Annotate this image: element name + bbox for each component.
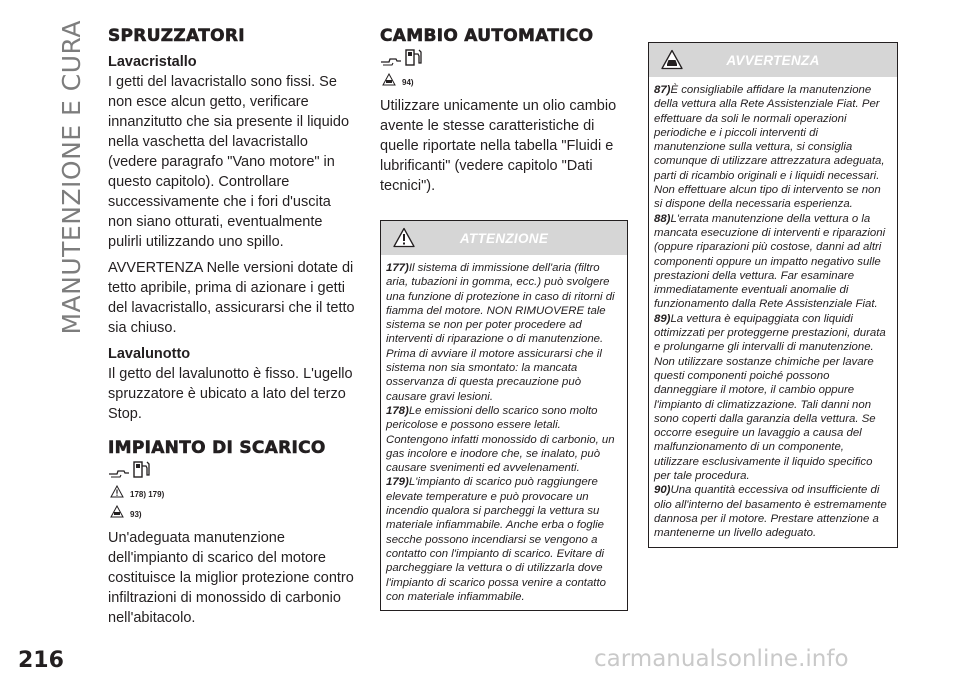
caution-item: 90)Una quantità eccessiva od insufficiente di olio all'interno del basamento è estremamente dannosa per il motore. Prestare attenzione a mantenerne un livello adeguato. — [654, 484, 887, 540]
caution-item: 87)È consigliabile affidare la manutenzione della vettura alla Rete Assistenziale Fiat. Per effettuare da soli le normali operazioni periodiche e i piccoli interventi di manutenzione sulla vettura, si consiglia comunque di utilizzare attrezzatura adeguata, parti di ricambio originali e i liquidi necessari. Non effettuare alcun tipo di intervento se non si dispone della necessaria esperienza. — [654, 84, 885, 211]
column-middle — [380, 26, 628, 611]
paragraph-lavalunotto: Il getto del lavalunotto è fisso. L'ugello spruzzatore è ubicato a lato del terzo Stop. — [108, 366, 353, 422]
attenzione-box-header — [381, 221, 627, 255]
paragraph-impianto-scarico: Un'adeguata manutenzione dell'impianto di scarico del motore costituisce la miglior protezione contro infiltrazioni di monossido di carbonio nell'abitacolo. — [108, 530, 354, 626]
attenzione-box — [380, 220, 628, 611]
warning-item: 177)Il sistema di immissione dell'aria (filtro aria, tubazioni in gomma, ecc.) può svolgere una funzione di protezione in caso di ritorni di fiamma del motore. NON RIMUOVERE tale sistema se non per poter procedere ad interventi di riparazione o di manutenzione. Prima di avviare il motore assicurarsi che il sistema non sia smontato: la mancata osservanza di questa precauzione può causare gravi lesioni. — [386, 262, 615, 403]
caution-refs: 93) — [130, 509, 142, 519]
fuel-pump-icon — [132, 459, 152, 484]
warning-item: 179)L'impianto di scarico può raggiungere elevate temperature e può provocare un incendio qualora si parcheggi la vettura su materiale infiammabile. Anche erba o foglie secche possono incendiarsi se vengono a contatto con l'impianto di scarico. Evitare di parcheggiare la vettura o di utilizzarla dove l'impianto di scarico possa venire a contatto con materiale infiammabile. — [386, 476, 606, 603]
section-title-impianto-scarico: IMPIANTO DI SCARICO — [108, 438, 326, 458]
attenzione-box-body — [381, 255, 627, 610]
caution-refs-row — [110, 504, 356, 524]
warning-triangle-icon — [110, 485, 124, 503]
section-title-spruzzatori: SPRUZZATORI — [108, 26, 245, 46]
avvertenza-box-body — [649, 77, 897, 547]
service-icons — [380, 46, 628, 72]
warning-refs: 178) 179) — [130, 489, 165, 499]
service-icons — [108, 458, 356, 484]
avvertenza-box — [648, 42, 898, 548]
watermark: carmanualsonline.info — [594, 646, 849, 672]
side-chapter-title — [54, 20, 88, 335]
subsection-title-lavacristallo: Lavacristallo — [108, 54, 197, 70]
column-left — [108, 26, 356, 628]
warning-item: 178)Le emissioni dello scarico sono molto pericolose e possono essere letali. Contengono infatti monossido di carbonio, un gas incolore e inodore che, se inalato, può causare svenimenti ed avvelenamenti. — [386, 404, 615, 475]
caution-car-icon — [110, 505, 124, 523]
caution-item: 88)L'errata manutenzione della vettura o la mancata esecuzione di interventi e riparazioni (oppure riparazioni più costose, danni ad altri componenti oppure un impatto negativo sulle prestazioni della vettura. Far esaminare immediatamente eventuali anomalie di funzionamento dalla Rete Assistenziale Fiat. — [654, 212, 886, 311]
caution-refs-row — [382, 72, 628, 92]
caution-car-icon — [382, 73, 396, 91]
paragraph-cambio-automatico: Utilizzare unicamente un olio cambio avente le stesse caratteristiche di quelle riportate nella tabella "Fluidi e lubrificanti" (vedere capitolo "Dati tecnici"). — [380, 98, 617, 194]
subsection-title-lavalunotto: Lavalunotto — [108, 346, 191, 362]
fuel-pump-icon — [404, 47, 424, 72]
paragraph-lavacristallo: I getti del lavacristallo sono fissi. Se non esce alcun getto, verificare innanzitutto che sia presente il liquido nella vaschetta del lavacristallo (vedere paragrafo "Vano motore" in questo capitolo). Controllare successivamente che i fori d'uscita non siano otturati, eventualmente pulirli utilizzando uno spillo. — [108, 74, 350, 250]
pointing-hand-icon — [380, 53, 402, 72]
page-number: 216 — [18, 648, 64, 673]
avvertenza-box-header — [649, 43, 897, 77]
avvertenza-box-title: AVVERTENZA — [726, 52, 820, 68]
column-right — [648, 26, 898, 548]
pointing-hand-icon — [108, 465, 130, 484]
attenzione-box-title: ATTENZIONE — [459, 230, 549, 246]
paragraph-avvertenza-tetto: AVVERTENZA Nelle versioni dotate di tetto apribile, prima di azionare i getti del lavacristallo, assicurarsi che il tetto sia chiuso. — [108, 260, 355, 336]
section-title-cambio-automatico: CAMBIO AUTOMATICO — [380, 26, 594, 46]
warning-refs-row — [110, 484, 356, 504]
side-chapter-title-text: MANUTENZIONE E CURA — [56, 20, 86, 335]
caution-item: 89)La vettura è equipaggiata con liquidi ottimizzati per proteggerne prestazioni, durata e prolungarne gli intervalli di manutenzione. Non utilizzare sostanze chimiche per lavare questi componenti poiché possono danneggiare il motore, il cambio oppure l'impianto di climatizzazione. Tali danni non sono coperti dalla garanzia della vettura. Se occorre eseguire un lavaggio a causa del malfunzionamento di un componente, utilizzare esclusivamente il liquido specifico per tale procedura. — [654, 312, 886, 483]
caution-refs: 94) — [402, 77, 414, 87]
